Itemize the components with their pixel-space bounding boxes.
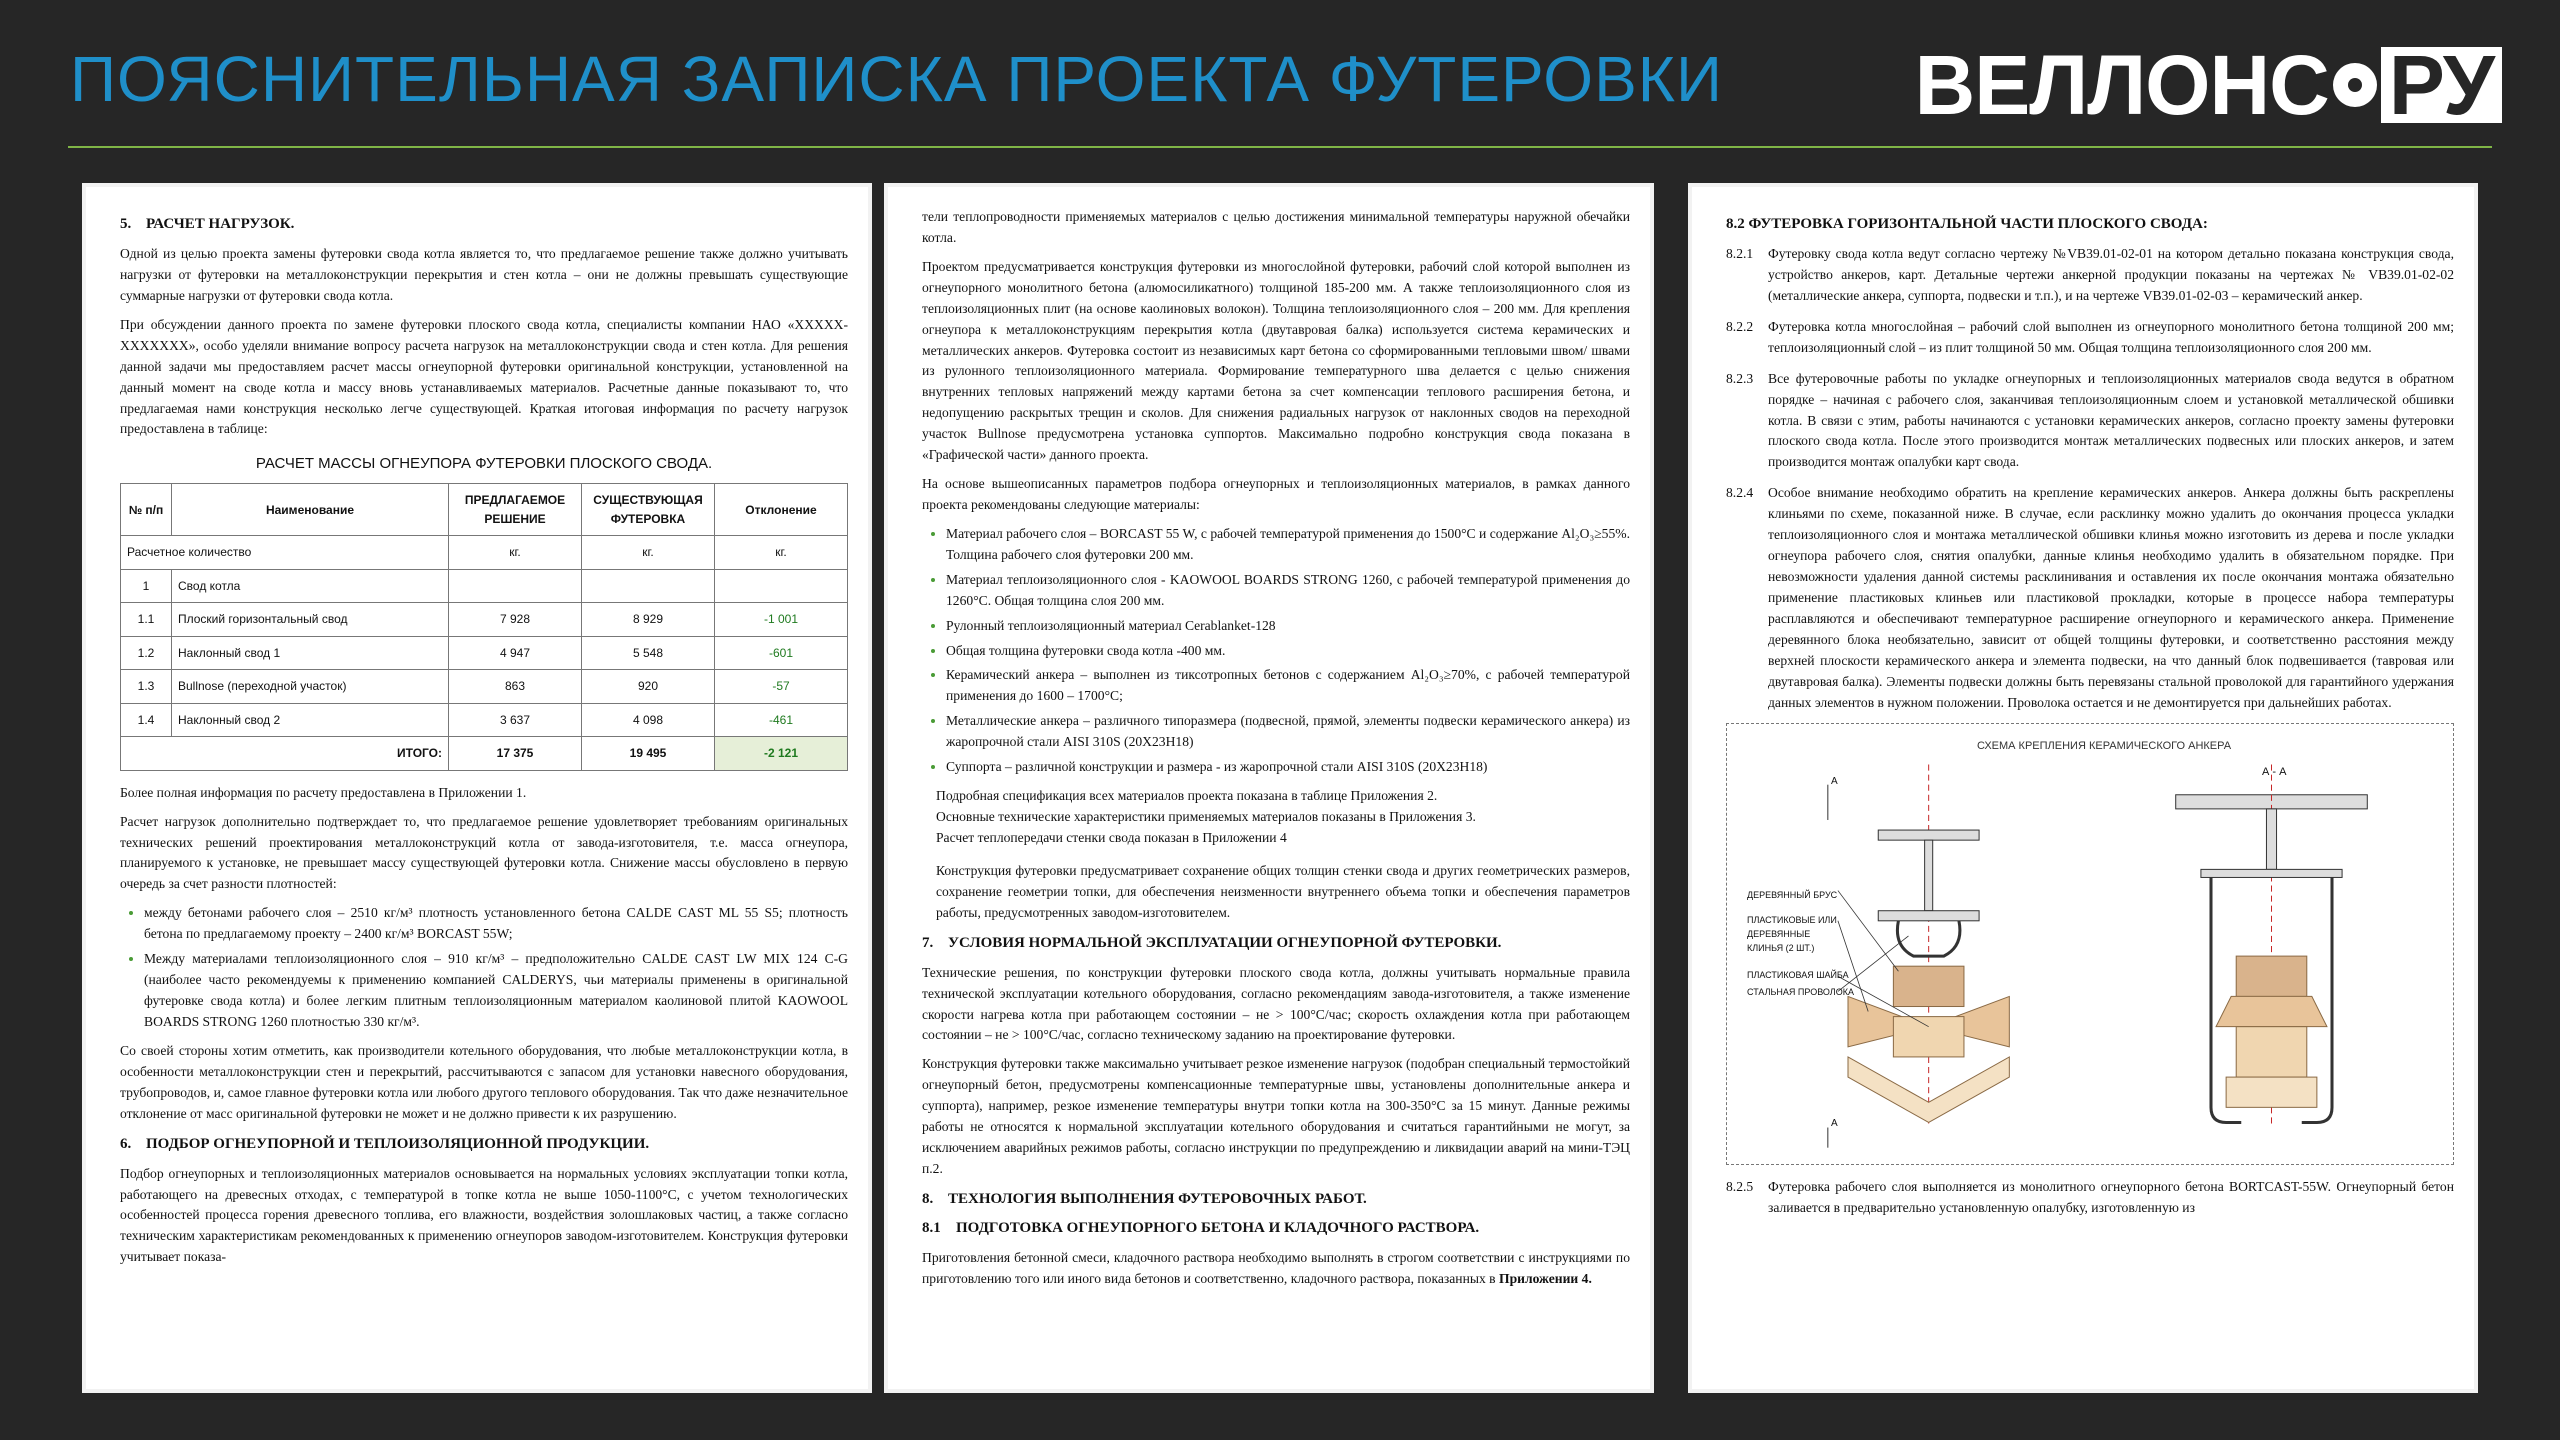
section-8-heading [922,1188,1630,1211]
table-cell [715,569,848,602]
section-number: 8.1 [922,1219,941,1236]
paragraph: Проектом предусматривается конструкция футеровки из многослойной футеровки, рабочий слой которой выполнен из огнеупорного монолитного бетона (алюмосиликатного) толщиной 185-200 мм. А также теплоизоляционного слоя из теплоизоляционных плит (на основе каолиновых волокон). Толщина теплоизоляционного слоя – 200 мм. Для крепления огнеупора к металлоконструкциям перекрытия котла (двутавровая балка) используется система керамических и металлических анкеров. Футеровка состоит из независимых карт бетона со сформированными тепловыми швом/ швами из рулонного теплоизоляционного материала. Формирование температурного шва делается с целью снижения внутренних тепловых напряжений между картами бетона за счет компенсации теплового расширения бетона, и недопущению раскрытых трещин и сколов. Для снижения радиальных нагрузок от наклонных сводов на переходной участок Bullnose предусмотрена установка суппортов. Максимально подробно конструкция свода показана в «Графической части» данного проекта. [922,258,1630,463]
table-cell: 5 548 [582,636,715,669]
paragraph: Технические решения, по конструкции футеровки плоского свода котла, должны учитывать нормальные правила технической эксплуатации котельного оборудования, согласно рекомендациям завода-изготовителя, а также изменение скорости нагрева котла при работающем состоянии – не > 100°С/час; скорость охлаждения котла при работающем состоянии – не > 100°С/час, согласно техническому заданию на проектирование футеровки. [922,964,1630,1043]
section-title: ТЕХНОЛОГИЯ ВЫПОЛНЕНИЯ ФУТЕРОВОЧНЫХ РАБОТ. [948,1190,1367,1207]
anchor-scheme-drawing [1726,723,2454,1165]
table-cell: 19 495 [582,737,715,770]
paragraph [922,1248,1630,1290]
paragraph: Одной из целью проекта замены футеровки свода котла является то, что предлагаемое решение также должно учитывать нагрузки от футеровки на металлоконструкции перекрытия и стен котла – они не должны превышать существующие суммарные нагрузки от футеровки свода котла. [120,246,848,303]
numbered-item [1726,1177,2454,1219]
paragraph: Со своей стороны хотим отметить, как производители котельного оборудования, что любые металлоконструкции котла, в особенности металлоконструкции стен и перекрытий, рассчитываются с запасом для установки навесного оборудования, трубопроводов, и, самое главное футеровки котла или любого другого теплового оборудования. Так что даже незначительное отклонение от масс оригинальной футеровки не может и не должно привести к их разрушению. [120,1042,848,1121]
paragraph-text: Приготовления бетонной смеси, кладочного раствора необходимо выполнять в строгом соответствии с инструкциями по приготовлению того или иного вида бетонов и соответственно, кладочного раствора, показанных в [922,1250,1630,1286]
brand-logo [1914,37,2502,132]
table-title: РАСЧЕТ МАССЫ ОГНЕУПОРА ФУТЕРОВКИ ПЛОСКОГО СВОДА. [255,455,713,473]
table-row [121,703,848,736]
section-7-heading [922,932,1630,955]
section-number: 8. [922,1190,934,1207]
item-text: Футеровка рабочего слоя выполняется из монолитного огнеупорного бетона BORTCAST-55W. Огнеупорный бетон заливается в предварительно установленную опалубку, изготовленную из [1768,1179,2454,1216]
section-title: ПОДГОТОВКА ОГНЕУПОРНОГО БЕТОНА И КЛАДОЧНОГО РАСТВОРА. [956,1219,1480,1236]
numbered-item [1726,317,2454,359]
table-cell: -57 [715,670,848,703]
column-header: Наименование [172,484,449,536]
document-page-2 [884,183,1654,1393]
column-header: СУЩЕСТВУЮЩАЯ ФУТЕРОВКА [582,484,715,536]
table-cell: 863 [449,670,582,703]
numbered-item [1726,244,2454,307]
logo-dot-icon [2333,63,2377,107]
table-cell: Плоский горизонтальный свод [172,603,449,636]
list-item: • Суппорта – различной конструкции и размера - из жаропрочной стали AISI 310S (20Х23Н18) [946,757,1630,778]
page-title: ПОЯСНИТЕЛЬНАЯ ЗАПИСКА ПРОЕКТА ФУТЕРОВКИ [70,43,1724,115]
list-item: • между бетонами рабочего слоя – 2510 кг/м³ плотность установленного бетона CALDE CAST ML 55 S5; плотность бетона по предлагаемому проекту – 2400 кг/м³ BORCAST 55W; [144,903,848,945]
section-title: РАСЧЕТ НАГРУЗОК. [146,216,295,232]
column-header: № п/п [121,484,172,536]
table-total-row [121,737,848,770]
column-header: ПРЕДЛАГАЕМОЕ РЕШЕНИЕ [449,484,582,536]
bullet-list [120,903,848,1033]
item-number: 8.2.3 [1726,370,1754,386]
numbered-item [1726,369,2454,474]
scheme-label: ПЛАСТИКОВАЯ ШАЙБА [1747,970,1849,981]
document-page-1 [82,183,872,1393]
table-cell: Свод котла [172,569,449,602]
reference-line: Подробная спецификация всех материалов проекта показана в таблице Приложения 2. [936,788,1438,804]
table-cell: 1.3 [121,670,172,703]
item-text: Футеровка котла многослойная – рабочий слой выполнен из огнеупорного монолитного бетона толщиной 200 мм; теплоизоляционный слой – из плит толщиной 50 мм. Общая толщина теплоизоляционного слоя 200 мм. [1768,318,2454,355]
item-text: Все футеровочные работы по укладке огнеупорных и теплоизоляционных материалов свода ведутся в обратном порядке – начиная с рабочего слоя, заканчивая теплоизоляционным слоем и установкой металлической обшивки котла. В связи с этим, работы начинаются с установки керамических анкеров, согласно проекту замены футеровки плоского свода котла. После этого производится монтаж металлических подвесных или плоских анкеров, и затем производится монтаж опалубки карт свода. [1768,370,2454,470]
materials-list [922,524,1630,778]
section-title: УСЛОВИЯ НОРМАЛЬНОЙ ЭКСПЛУАТАЦИИ ОГНЕУПОРНОЙ ФУТЕРОВКИ. [948,934,1502,951]
mass-table [120,483,848,770]
table-cell: -1 001 [715,603,848,636]
section-number: 7. [922,934,934,951]
appendix-reference: Приложении 4. [1499,1271,1592,1286]
section-8-2-heading: 8.2 ФУТЕРОВКА ГОРИЗОНТАЛЬНОЙ ЧАСТИ ПЛОСКОГО СВОДА: [1726,216,2208,232]
table-cell: 8 929 [582,603,715,636]
reference-line: Расчет теплопередачи стенки свода показан в Приложении 4 [936,829,1287,845]
item-number: 8.2.5 [1726,1179,1754,1195]
item-number: 8.2.1 [1726,246,1754,262]
numbered-item [1726,483,2454,713]
table-row [121,636,848,669]
item-number: 8.2.2 [1726,318,1754,334]
list-item: • Общая толщина футеровки свода котла -400 мм. [946,641,1630,662]
table-cell [449,569,582,602]
table-cell: 1.2 [121,636,172,669]
section-marker: А [1831,1118,1838,1130]
table-cell: 3 637 [449,703,582,736]
document-page-3 [1688,183,2478,1393]
list-item: • Керамический анкера – выполнен из тиксотропных бетонов с содержанием Al₂O₃≥70%, с рабочей температурой применения до 1600 – 1700°С; [946,665,1630,707]
item-number: 8.2.4 [1726,485,1754,501]
column-header: Отклонение [715,484,848,536]
list-item: • Металлические анкера – различного типоразмера (подвесной, прямой, элементы подвески керамического анкера) из жаропрочной стали AISI 310S (20Х23Н18) [946,711,1630,753]
paragraph: Конструкция футеровки предусматривает сохранение общих толщин стенки свода и других геометрических размеров, сохранение геометрии топки, для обеспечения неизменности внутреннего объема топки и обеспечения параметров работы, предусмотренных заводом-изготовителем. [936,862,1630,920]
paragraph: Конструкция футеровки также максимально учитывает резкое изменение нагрузок (подобран специальный термостойкий огнеупорный бетон, предусмотрены компенсационные температурные швы, установлены дополнительные анкера и суппорта), например, резкое изменение температуры внутри топки котла на 300-350°С за 15 минут. Данные режимы работы не относятся к нормальной эксплуатации котельного оборудования и считаться гарантийными не могут, за исключением аварийных режимов работы, согласно инструкции по предупреждению и ликвидации аварий на мини-ТЭЦ п.2. [922,1056,1630,1176]
scheme-label: СТАЛЬНАЯ ПРОВОЛОКА [1747,987,1854,998]
section-5-heading [120,213,848,236]
list-item: • Между материалами теплоизоляционного слоя – 910 кг/м³ – предположительно CALDE CAST LW MIX 124 C-G (наиболее часто рекомендуемы к применению компанией CALDERYS, чьи материалы применены в оригинальной футеровке свода котла) и более легким плитным теплоизоляционным материалом каолиновой плитой KAOWOOL BOARDS STRONG 1260 плотностью 330 кг/м³. [144,949,848,1033]
table-cell: 4 098 [582,703,715,736]
scheme-title: СХЕМА КРЕПЛЕНИЯ КЕРАМИЧЕСКОГО АНКЕРА [1977,740,2232,753]
scheme-label: ДЕРЕВЯННЫЙ БРУС [1747,890,1838,901]
table-cell: кг. [582,536,715,569]
list-item: • Материал теплоизоляционного слоя - KAOWOOL BOARDS STRONG 1260, с рабочей температурой применения до 1260°С. Общая толщина слоя 200 мм. [946,570,1630,612]
section-6-heading [120,1133,848,1156]
section-label: А - А [2262,766,2287,779]
table-row [121,670,848,703]
list-item: • Материал рабочего слоя – BORCAST 55 W, с рабочей температурой применения до 1500°С и содержание Al₂O₃≥55%. Толщина рабочего слоя футеровки 200 мм. [946,524,1630,566]
table-cell: 920 [582,670,715,703]
table-cell: 1.1 [121,603,172,636]
header-divider [68,146,2492,148]
section-title: ПОДБОР ОГНЕУПОРНОЙ И ТЕПЛОИЗОЛЯЦИОННОЙ ПРОДУКЦИИ. [146,1135,650,1152]
paragraph: Подбор огнеупорных и теплоизоляционных материалов основывается на нормальных условиях эксплуатации топки котла, работающего на древесных отходах, с температурой в топке котла не выше 1050-1100°С, с учетом технологических особенностей процесса горения древесного топлива, его влажности, воздействия золошлаковых частиц, а также согласно техническим характеристикам рекомендованных к применению огнеупоров заводом-изготовителем. Конструкция футеровки учитывает показа- [120,1165,848,1265]
section-marker: А [1831,776,1838,788]
paragraph: Расчет нагрузок дополнительно подтверждает то, что предлагаемое решение удовлетворяет требованиям оригинальных технических решений проектирования металлоконструкций котла от завода-изготовителя, т.е. масса огнеупора, планируемого к установке, не превышает массу существующей футеровки котла. Снижение массы обусловлено в первую очередь за счет разности плотностей: [120,813,848,892]
table-cell: 4 947 [449,636,582,669]
table-cell: кг. [449,536,582,569]
table-cell: 17 375 [449,737,582,770]
table-cell: Наклонный свод 2 [172,703,449,736]
reference-line: Основные технические характеристики применяемых материалов показаны в Приложения 3. [936,808,1476,824]
table-cell: кг. [715,536,848,569]
table-row [121,569,848,602]
table-cell: -601 [715,636,848,669]
paragraph: На основе вышеописанных параметров подбора огнеупорных и теплоизоляционных материалов, в рамках данного проекта рекомендованы следующие материалы: [922,476,1630,512]
table-header-row [121,484,848,536]
logo-text-right: РУ [2381,47,2502,123]
table-cell: ИТОГО: [121,737,449,770]
table-cell: 1 [121,569,172,602]
paragraph: Более полная информация по расчету предоставлена в Приложении 1. [120,784,527,800]
table-cell: Bullnose (переходной участок) [172,670,449,703]
table-cell: -461 [715,703,848,736]
table-cell: 1.4 [121,703,172,736]
section-number: 5. [120,216,132,232]
section-number: 6. [120,1135,132,1152]
table-unit-row [121,536,848,569]
table-cell: Расчетное количество [121,536,449,569]
section-8-1-heading [922,1217,1630,1240]
table-cell [582,569,715,602]
table-row [121,603,848,636]
item-text: Футеровку свода котла ведут согласно чертежу №VB39.01-02-01 на котором детально показана конструкция свода, устройство анкеров, карт. Детальные чертежи анкерной продукции показаны на чертежах № VB39.01-02-02 (металлические анкера, суппорта, подвески и т.п.), и на чертеже VB39.01-02-03 – керамический анкер. [1768,246,2454,303]
list-item: • Рулонный теплоизоляционный материал Cerablanket-128 [946,616,1630,637]
logo-text-left: ВЕЛЛОНС [1914,37,2329,132]
scheme-label: ПЛАСТИКОВЫЕ ИЛИ ДЕРЕВЯННЫЕ КЛИНЬЯ (2 ШТ.) [1747,915,1837,954]
item-text: Особое внимание необходимо обратить на крепление керамических анкеров. Анкера должны быть раскреплены клиньями по схеме, показанной ниже. В случае, если расклинку можно удалить до окончания процесса укладки теплоизоляционного слоя и монтажа металлической обшивки клинья можно изготовить из дерева и после укладки огнеупора рабочего слоя, снятия опалубки, данные клинья необходимо удалить в обязательном порядке. При невозможности удаления данной системы расклинивания и оставления их после окончания монтажа обязательно применение пластиковых клиньев или пластиковой прокладки, которые в процессе набора температуры расплавляются и обеспечивают температурное расширение огнеупорного и керамического анкера. Применение деревянного блока необязательно, зависит от общей толщины футеровки, и соответственно расстояния между верхней плоскости керамического анкера и элемента подвески, на что данный блок подвешивается (тавровая или двутавровая балка). Элементы подвески должны быть перевязаны стальной проволокой для гарантийного удержания данных элементов в нужном положении. Проволока остается и не демонтируется при дальнейших работах. [1768,485,2454,710]
table-cell: -2 121 [715,737,848,770]
table-cell: 7 928 [449,603,582,636]
paragraph: При обсуждении данного проекта по замене футеровки плоского свода котла, специалисты компании НАО «ХХХХХ-ХХХХХХХ», особо уделяли внимание вопросу расчета нагрузок на металлоконструкции свода и стен котла. Для решения данной задачи мы предоставляем расчет массы огнеупорной футеровки оригинальной конструкции, установленной на данный момент на своде котла и массу вновь устанавливаемых материалов. Расчетные данные показывают то, что предлагаемая нами конструкция несколько легче существующей. Краткая итоговая информация по расчету нагрузок предоставлена в таблице: [120,316,848,437]
table-cell: Наклонный свод 1 [172,636,449,669]
paragraph: тели теплопроводности применяемых материалов с целью достижения минимальной температуры наружной обечайки котла. [922,209,1630,245]
